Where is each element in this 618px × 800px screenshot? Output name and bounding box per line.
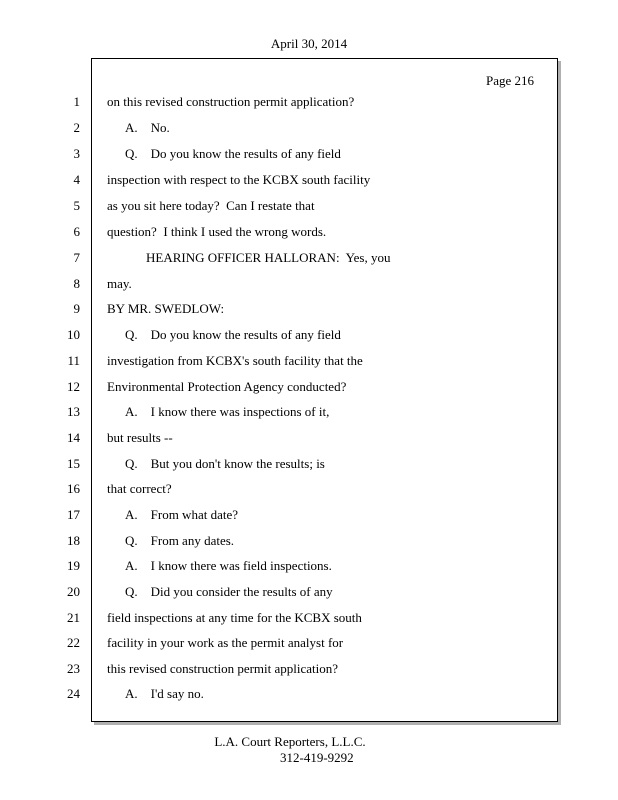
line-number: 3 — [73, 146, 80, 161]
line-text: on this revised construction permit application? — [107, 94, 355, 109]
line-text: BY MR. SWEDLOW: — [107, 301, 225, 316]
line-number: 16 — [67, 481, 80, 496]
line-text: A. I know there was inspections of it, — [125, 404, 330, 419]
line-number: 18 — [67, 533, 80, 548]
footer-company: L.A. Court Reporters, L.L.C. — [214, 734, 366, 749]
line-text: facility in your work as the permit analyst for — [107, 635, 344, 650]
line-number: 8 — [73, 276, 80, 291]
line-number: 17 — [67, 507, 80, 522]
line-text: HEARING OFFICER HALLORAN: Yes, you — [146, 250, 391, 265]
line-text: Q. From any dates. — [125, 533, 235, 548]
line-number: 23 — [67, 661, 80, 676]
line-number: 24 — [67, 686, 80, 701]
line-text: Environmental Protection Agency conducted? — [107, 379, 347, 394]
line-number: 11 — [67, 353, 80, 368]
line-text: Q. Do you know the results of any field — [125, 146, 341, 161]
line-text: A. From what date? — [125, 507, 239, 522]
line-text: investigation from KCBX's south facility that the — [107, 353, 363, 368]
line-number: 9 — [73, 301, 80, 316]
line-number: 15 — [67, 456, 80, 471]
line-number: 6 — [73, 224, 80, 239]
line-number: 5 — [73, 198, 80, 213]
header-date: April 30, 2014 — [270, 36, 348, 51]
line-number: 22 — [67, 635, 80, 650]
line-text: this revised construction permit application? — [107, 661, 339, 676]
line-text: that correct? — [107, 481, 172, 496]
line-number: 21 — [67, 610, 80, 625]
line-text: A. No. — [125, 120, 170, 135]
line-number: 10 — [67, 327, 80, 342]
page-number: Page 216 — [486, 73, 535, 88]
line-number: 20 — [67, 584, 80, 599]
line-text: inspection with respect to the KCBX south facility — [107, 172, 371, 187]
footer-phone: 312-419-9292 — [280, 750, 354, 765]
line-text: as you sit here today? Can I restate that — [107, 198, 315, 213]
line-text: A. I'd say no. — [125, 686, 204, 701]
line-number: 1 — [73, 94, 80, 109]
line-number: 4 — [73, 172, 80, 187]
line-text: question? I think I used the wrong words. — [107, 224, 327, 239]
line-number: 2 — [73, 120, 80, 135]
line-number: 14 — [67, 430, 80, 445]
line-number: 13 — [67, 404, 80, 419]
line-text: Q. But you don't know the results; is — [125, 456, 325, 471]
line-text: Q. Did you consider the results of any — [125, 584, 333, 599]
line-text: Q. Do you know the results of any field — [125, 327, 341, 342]
line-number: 7 — [73, 250, 80, 265]
line-number: 12 — [67, 379, 80, 394]
line-text: field inspections at any time for the KCBX south — [107, 610, 362, 625]
line-number: 19 — [67, 558, 80, 573]
line-text: A. I know there was field inspections. — [125, 558, 332, 573]
line-text: may. — [107, 276, 132, 291]
line-text: but results -- — [107, 430, 173, 445]
